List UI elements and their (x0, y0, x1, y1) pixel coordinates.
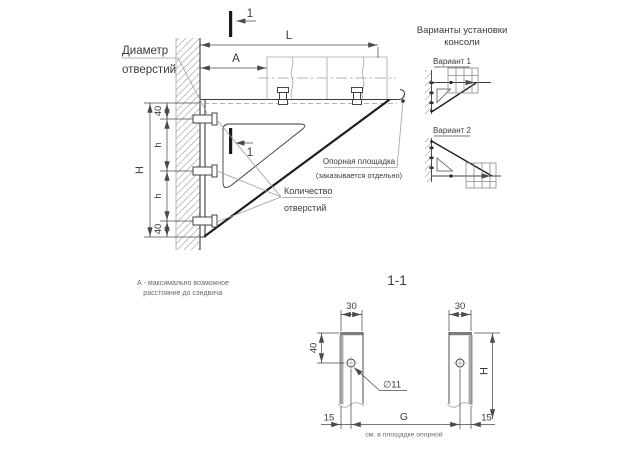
dim-h-upper-label: h (153, 142, 164, 148)
section-view-title: 1-1 (387, 273, 407, 288)
section-cut-mark-top (229, 8, 256, 37)
hole-count-label-2: отверстий (284, 203, 327, 213)
anchor-bolt-1 (193, 113, 217, 125)
dim-H-section-label: H (478, 367, 491, 375)
dimension-A (200, 53, 267, 68)
section-cut-mark-inner (229, 128, 253, 159)
hole-diameter-dim (354, 368, 407, 391)
dim-L-label: L (285, 30, 293, 42)
variant-2 (425, 126, 501, 188)
hole-diameter-label-1: Диаметр (122, 45, 169, 57)
anchor-bolt-2 (193, 165, 217, 177)
dim-40-section-label: 40 (308, 342, 320, 354)
dim-30-left-label: 30 (346, 301, 357, 312)
dim-A-label: A (232, 53, 240, 65)
clamp-bolt-left (278, 88, 289, 105)
section-cut-label-inner: 1 (246, 147, 254, 159)
hole-count-label-1: Количество (284, 186, 333, 196)
footnote-line-1: А - максимально возможное (137, 280, 229, 287)
dim-H-label: H (134, 166, 146, 174)
variants-title-1: Варианты установки (416, 25, 508, 36)
dim-15-right-label: 15 (481, 412, 492, 424)
dimension-H (134, 103, 150, 237)
clamp-bolt-right (352, 88, 363, 105)
dim-40-bottom-label: 40 (153, 223, 164, 235)
variants-title (417, 25, 508, 48)
variants-title-2: консоли (444, 37, 480, 48)
section-cut-label-top: 1 (246, 8, 254, 20)
support-platform-label-1: Опорная площадка (322, 157, 396, 166)
dimension-L (200, 30, 378, 58)
support-arm-hook (200, 90, 405, 100)
dimension-H-section (474, 333, 500, 419)
footnote-line-2: расстояние до сэндвича (143, 290, 223, 297)
hole-diameter-label-2: отверстий (122, 64, 177, 76)
support-platform-callout (316, 99, 405, 180)
section-note: см. в площадке опорной (365, 431, 443, 439)
support-platform-label-2: (заказывается отдельно) (315, 171, 403, 180)
variant-1 (425, 57, 491, 114)
dimension-30-left (341, 301, 362, 331)
variant-2-label: Вариант 2 (433, 126, 471, 135)
dim-15-left-label: 15 (323, 412, 335, 424)
dim-h-lower-label: h (153, 193, 164, 199)
dim-40-top-label: 40 (153, 105, 164, 117)
dim-hole-diameter-label: ∅11 (383, 379, 402, 391)
dim-30-right-label: 30 (454, 301, 466, 312)
dimension-30-right (449, 301, 471, 331)
anchor-bolt-3 (193, 215, 217, 227)
dim-G-label: G (399, 411, 409, 423)
variant-1-label: Вариант 1 (433, 57, 471, 66)
footnote-A (137, 280, 229, 297)
dimension-40-section (309, 333, 345, 363)
